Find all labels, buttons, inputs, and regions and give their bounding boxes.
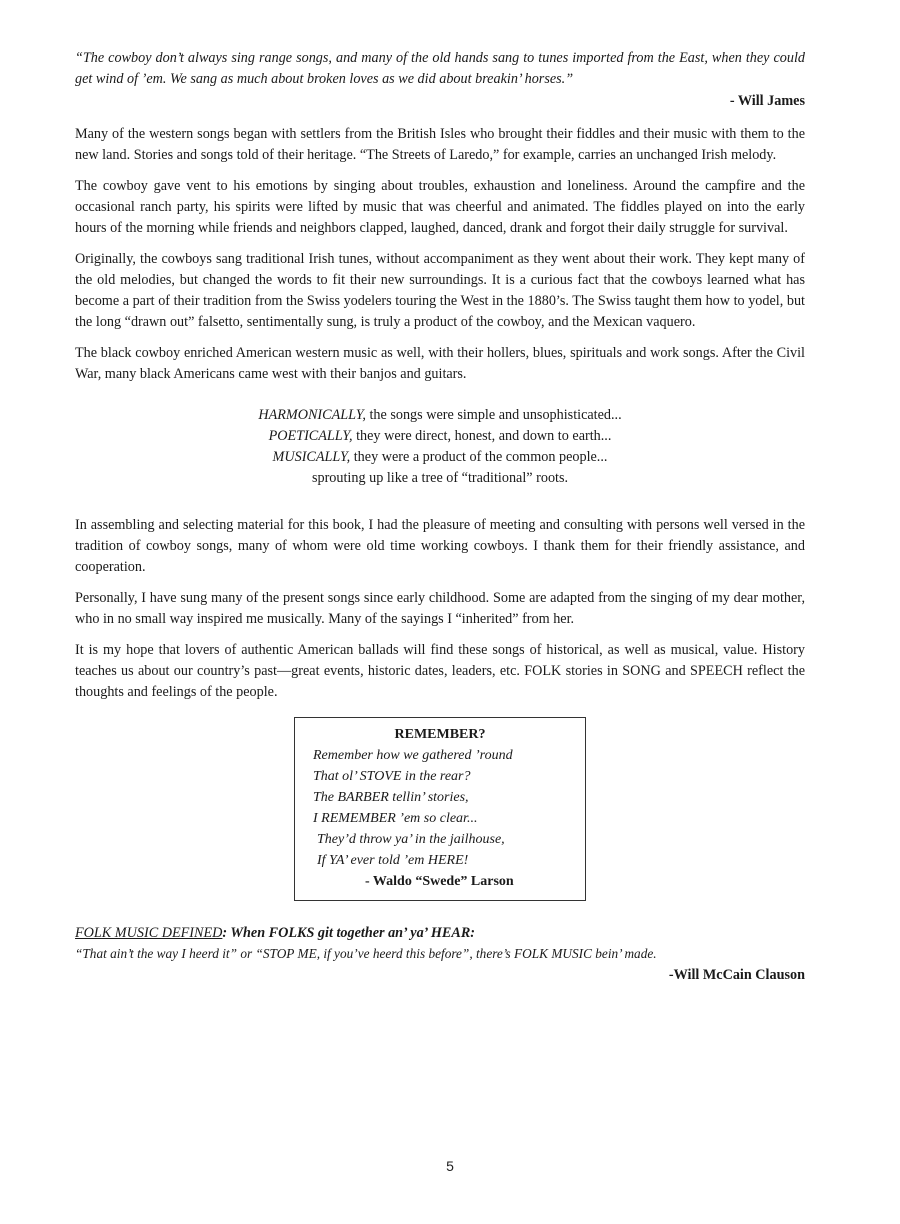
folk-music-quote: “That ain’t the way I heerd it” or “STOP ME, if you’ve heerd this before”, there’s FOLK MUSIC bein’ made.	[75, 946, 657, 961]
poem-line: I REMEMBER ’em so clear...	[313, 811, 478, 826]
centered-line: MUSICALLY, they were a product of the common people...	[272, 449, 608, 465]
page-number: 5	[446, 1158, 454, 1174]
folk-music-heading-rest: : When FOLKS git together an’ ya’ HEAR:	[222, 925, 476, 941]
poem-line: The BARBER tellin’ stories,	[313, 790, 469, 805]
centered-line: sprouting up like a tree of “traditional” roots.	[311, 470, 569, 486]
paragraph-british-isles: Many of the western songs began with settlers from the British Isles who brought their fiddles and their music with them to the new land. Stories and songs told of their heritage. “The Streets of Laredo,” for example, carries an unchanged Irish melody.	[75, 126, 805, 163]
centered-line: HARMONICALLY, the songs were simple and unsophisticated...	[258, 407, 622, 423]
poem-box	[294, 717, 586, 901]
poem-attribution: - Waldo “Swede” Larson	[365, 874, 514, 889]
epigraph-quote: “The cowboy don’t always sing range songs, and many of the old hands sang to tunes imported from the East, when they could get wind of ’em. We sang as much about broken loves as we did about breakin’ horses.”	[75, 50, 805, 87]
epigraph-attribution: - Will James	[729, 93, 805, 109]
folk-music-defined-label: FOLK MUSIC DEFINED	[75, 925, 223, 941]
centered-verse	[75, 405, 805, 489]
poem-title: REMEMBER?	[394, 727, 486, 742]
centered-line: POETICALLY, they were direct, honest, and down to earth...	[268, 428, 612, 444]
poem-line: Remember how we gathered ’round	[313, 748, 513, 763]
folk-music-heading	[75, 923, 805, 944]
page-content	[75, 48, 805, 998]
paragraph-hope: It is my hope that lovers of authentic American ballads will find these songs of historical, as well as musical, value. History teaches us about our country’s past—great events, historic dates, leaders, etc. FOLK stories in SONG and SPEECH reflect the thoughts and feelings of the people.	[75, 642, 805, 700]
paragraph-irish-tunes: Originally, the cowboys sang traditional Irish tunes, without accompaniment as they went about their work. They kept many of the old melodies, but changed the words to fit their new surroundings. It is a curious fact that the cowboys learned what has become a part of their tradition from the Swiss yodelers touring the West in the 1880’s. The Swiss taught them how to yodel, but the long “drawn out” falsetto, sentimentally sung, is truly a product of the cowboy, and the Mexican vaquero.	[75, 251, 805, 330]
paragraph-emotions: The cowboy gave vent to his emotions by singing about troubles, exhaustion and loneliness. Around the campfire and the occasional ranch party, his spirits were lifted by music that was cheerful and animated. The fiddles played on into the early hours of the morning while friends and neighbors clapped, laughed, danced, drank and forgot their daily struggle for survival.	[75, 178, 805, 236]
poem-line: They’d throw ya’ in the jailhouse,	[317, 832, 505, 847]
paragraph-black-cowboy: The black cowboy enriched American western music as well, with their hollers, blues, spirituals and work songs. After the Civil War, many black Americans came west with their banjos and guitars.	[75, 345, 805, 382]
poem-line: If YA’ ever told ’em HERE!	[317, 853, 469, 868]
paragraph-personally: Personally, I have sung many of the present songs since early childhood. Some are adapted from the singing of my dear mother, who in no small way inspired me musically. Many of the sayings I “inherited” from her.	[75, 590, 805, 627]
folk-music-attribution: -Will McCain Clauson	[668, 967, 805, 983]
paragraph-assembling: In assembling and selecting material for this book, I had the pleasure of meeting and consulting with persons well versed in the tradition of cowboy songs, many of whom were old time working cowboys. I thank them for their friendly assistance, and cooperation.	[75, 517, 805, 575]
poem-line: That ol’ STOVE in the rear?	[313, 769, 471, 784]
